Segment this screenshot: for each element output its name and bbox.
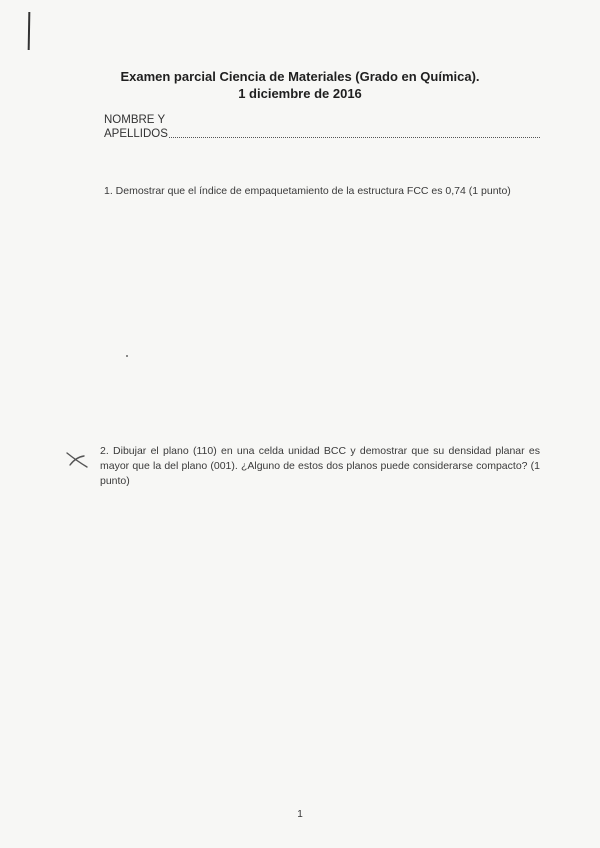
page-number: 1: [297, 809, 303, 820]
name-line-row: [104, 127, 540, 141]
exam-title-date: 1 diciembre de 2016: [238, 86, 362, 101]
name-dotted-line: [169, 136, 540, 138]
handwritten-cross-mark-icon: [64, 447, 90, 469]
paper-speck: [126, 355, 128, 357]
exam-title-line1: Examen parcial Ciencia de Materiales (Grado en Química).: [120, 69, 480, 84]
name-label-line2: APELLIDOS: [104, 128, 168, 140]
name-label-line1: NOMBRE Y: [104, 114, 166, 126]
name-field: [104, 113, 540, 141]
question-1: 1. Demostrar que el índice de empaquetamiento de la estructura FCC es 0,74 (1 punto): [104, 185, 511, 197]
margin-pen-mark: [28, 12, 31, 50]
exam-title: [0, 68, 600, 102]
question-2: 2. Dibujar el plano (110) en una celda unidad BCC y demostrar que su densidad planar es mayor que la del plano (001). ¿Alguno de estos dos planos puede considerarse compacto? (1 punto): [100, 445, 540, 487]
